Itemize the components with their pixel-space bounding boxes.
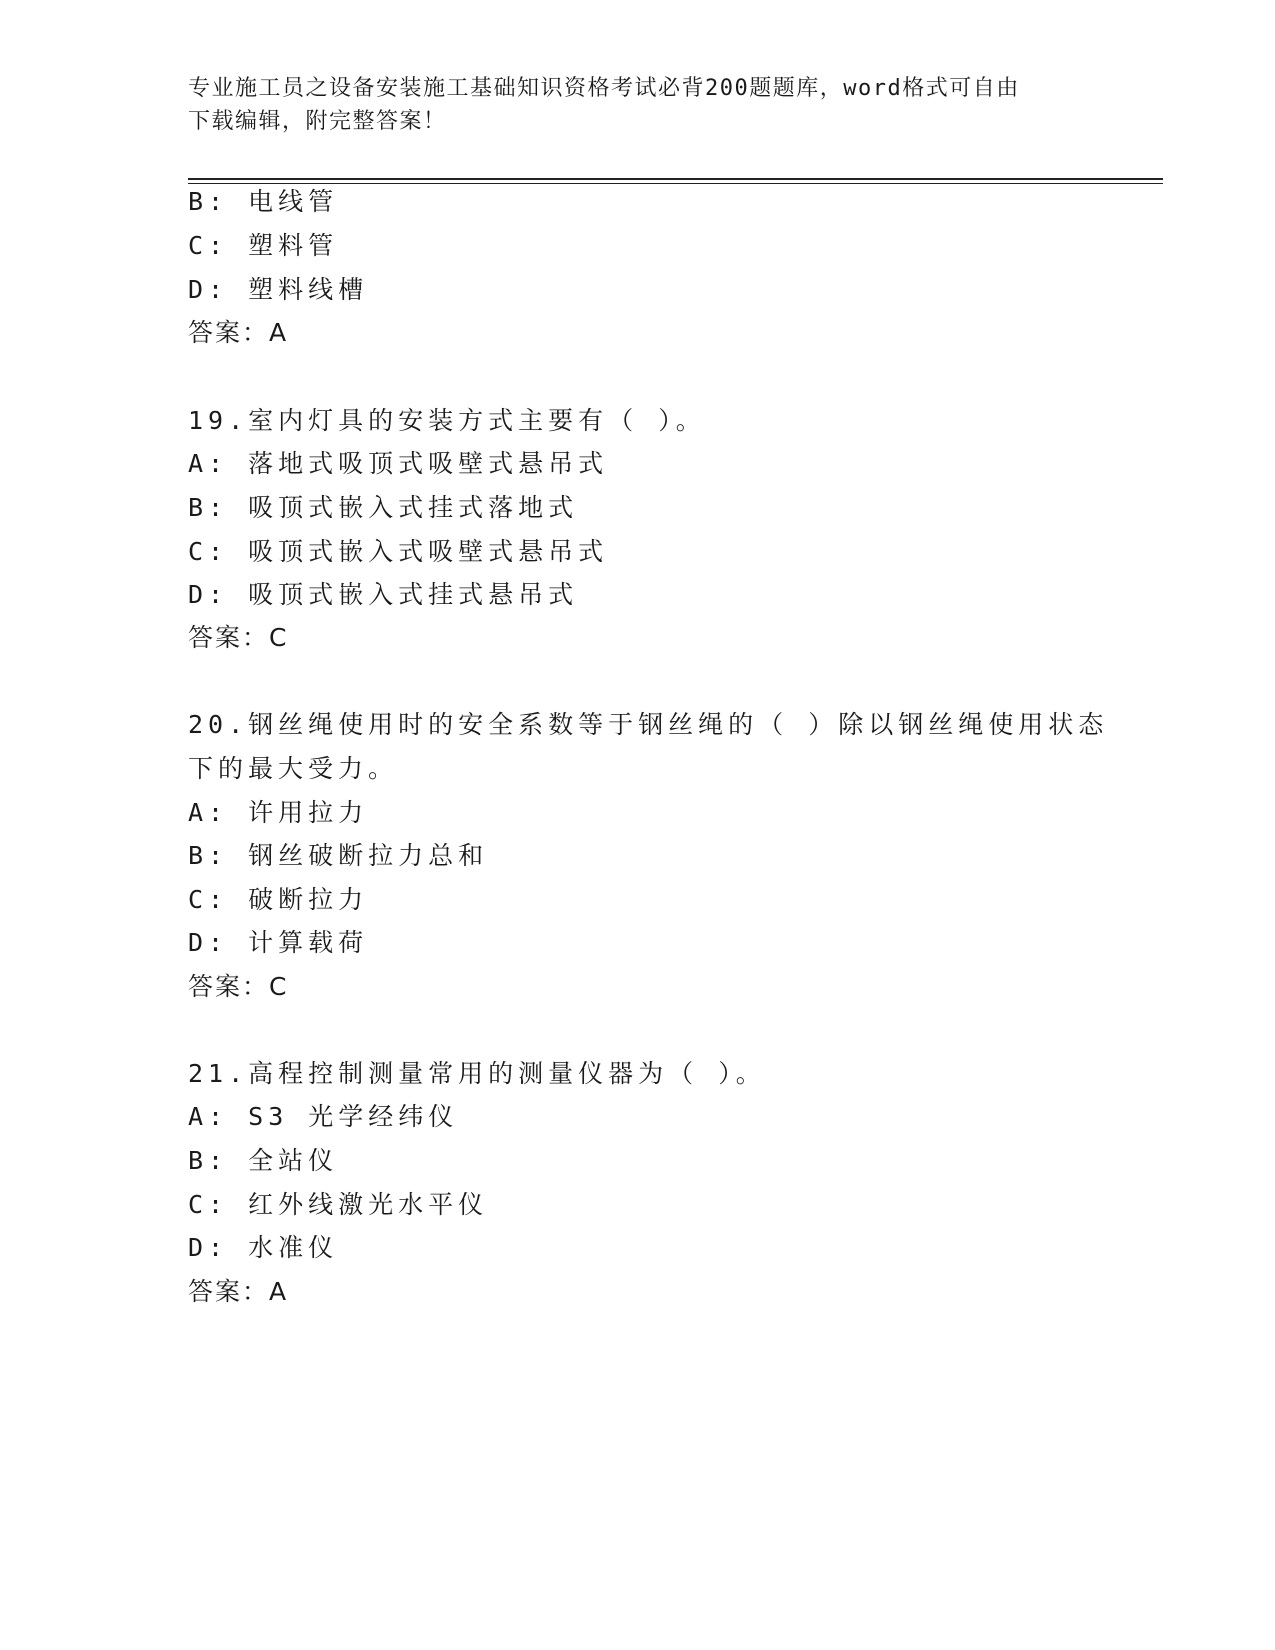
option-c: C: 红外线激光水平仪 — [188, 1190, 489, 1219]
header-rule — [188, 178, 1163, 180]
option-d: D: 计算载荷 — [188, 928, 369, 957]
option-c: C: 塑料管 — [188, 231, 339, 260]
question-stem: 19.室内灯具的安装方式主要有（ ）。 — [188, 406, 706, 435]
option-b: B: 全站仪 — [188, 1146, 339, 1175]
answer-line — [188, 621, 288, 655]
header-rule-thin — [188, 183, 1163, 184]
option-c: C: 吸顶式嵌入式吸壁式悬吊式 — [188, 537, 609, 566]
answer-label: 答案： — [188, 1277, 270, 1306]
header-line-1: 专业施工员之设备安装施工基础知识资格考试必背200题题库，word格式可自由 — [188, 76, 1020, 101]
answer-value: C — [269, 972, 289, 1001]
answer-line — [188, 970, 288, 1004]
answer-label: 答案： — [188, 972, 270, 1001]
option-a: A: 落地式吸顶式吸壁式悬吊式 — [188, 449, 609, 478]
answer-line — [188, 1275, 288, 1309]
option-a: A: 许用拉力 — [188, 798, 369, 827]
answer-value: A — [269, 318, 289, 347]
header-line-2: 下载编辑，附完整答案！ — [188, 109, 447, 134]
option-b: B: 吸顶式嵌入式挂式落地式 — [188, 493, 579, 522]
option-d: D: 吸顶式嵌入式挂式悬吊式 — [188, 580, 579, 609]
option-d: D: 水准仪 — [188, 1233, 339, 1262]
option-b: B: 电线管 — [188, 187, 339, 216]
document-header — [188, 72, 1068, 138]
answer-line — [188, 316, 288, 350]
question-stem-continued: 下的最大受力。 — [188, 754, 399, 783]
answer-value: C — [269, 623, 289, 652]
option-b: B: 钢丝破断拉力总和 — [188, 841, 489, 870]
option-c: C: 破断拉力 — [188, 885, 369, 914]
question-stem: 21.高程控制测量常用的测量仪器为（ ）。 — [188, 1059, 766, 1088]
question-stem: 20.钢丝绳使用时的安全系数等于钢丝绳的（ ）除以钢丝绳使用状态 — [188, 710, 1109, 739]
answer-label: 答案： — [188, 623, 270, 652]
option-a: A: S3 光学经纬仪 — [188, 1102, 459, 1131]
answer-label: 答案： — [188, 318, 270, 347]
answer-value: A — [269, 1277, 289, 1306]
option-d: D: 塑料线槽 — [188, 275, 369, 304]
